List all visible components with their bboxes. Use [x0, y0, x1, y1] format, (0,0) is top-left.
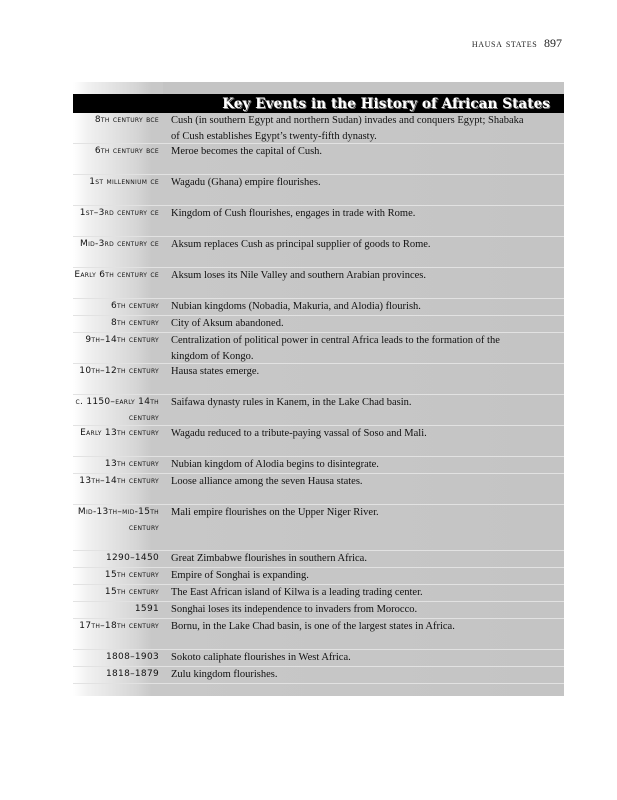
event-description: Hausa states emerge.	[171, 366, 260, 377]
event-date: Early 13th century	[80, 428, 159, 438]
event-description: Centralization of political power in central Africa leads to the formation of the kingdom of Kongo.	[171, 335, 500, 362]
event-description: Saifawa dynasty rules in Kanem, in the Lake Chad basin.	[171, 397, 412, 408]
event-description: Wagadu (Ghana) empire flourishes.	[171, 177, 321, 188]
event-row	[73, 568, 564, 585]
event-date: 1st millennium ce	[89, 177, 159, 187]
event-date: Mid-3rd century ce	[80, 239, 159, 249]
event-description: Nubian kingdom of Alodia begins to disintegrate.	[171, 459, 379, 470]
running-head-section: hausa states	[471, 38, 538, 50]
event-description: Great Zimbabwe flourishes in southern Africa.	[171, 553, 367, 564]
event-row	[73, 667, 564, 684]
event-row	[73, 299, 564, 316]
event-row	[73, 175, 564, 206]
event-date: 15th century	[104, 587, 159, 597]
event-date: 10th–12th century	[79, 366, 159, 376]
page-number: 897	[544, 36, 562, 50]
event-description: City of Aksum abandoned.	[171, 318, 284, 329]
event-date: 13th century	[104, 459, 159, 469]
event-date: 8th century	[110, 318, 159, 328]
event-date: 1818–1879	[105, 669, 159, 679]
event-description: The East African island of Kilwa is a leading trading center.	[171, 587, 423, 598]
event-row	[73, 505, 564, 551]
event-row	[73, 474, 564, 505]
event-row	[73, 364, 564, 395]
event-date: 1591	[134, 604, 159, 614]
event-description: Kingdom of Cush flourishes, engages in trade with Rome.	[171, 208, 416, 219]
event-row	[73, 113, 564, 144]
event-row	[73, 144, 564, 175]
event-date: Early 6th century ce	[74, 270, 159, 280]
event-row	[73, 551, 564, 568]
event-row	[73, 585, 564, 602]
event-description: Cush (in southern Egypt and northern Sudan) invades and conquers Egypt; Shabaka of Cush establishes Egypt’s twenty-fifth dynasty.	[171, 115, 524, 142]
event-row	[73, 316, 564, 333]
event-date: 1290–1450	[105, 553, 159, 563]
event-date: 8th century bce	[94, 115, 159, 125]
event-row	[73, 619, 564, 650]
event-date: 6th century	[110, 301, 159, 311]
event-row	[73, 426, 564, 457]
event-row	[73, 206, 564, 237]
events-table	[73, 113, 564, 684]
event-description: Songhai loses its independence to invaders from Morocco.	[171, 604, 418, 615]
event-description: Aksum loses its Nile Valley and southern Arabian provinces.	[171, 270, 426, 281]
event-date: 9th–14th century	[85, 335, 159, 345]
event-description: Wagadu reduced to a tribute-paying vassal of Soso and Mali.	[171, 428, 427, 439]
event-description: Nubian kingdoms (Nobadia, Makuria, and Alodia) flourish.	[171, 301, 421, 312]
event-row	[73, 457, 564, 474]
running-head	[472, 36, 562, 51]
event-date: 1st–3rd century ce	[79, 208, 159, 218]
event-date: 17th–18th century	[79, 621, 159, 631]
event-description: Meroe becomes the capital of Cush.	[171, 146, 323, 157]
event-row	[73, 602, 564, 619]
event-date: c. 1150–early 14th century	[75, 397, 159, 423]
event-description: Empire of Songhai is expanding.	[171, 570, 309, 581]
sidebar-title: Key Events in the History of African States	[222, 95, 550, 112]
event-description: Aksum replaces Cush as principal supplier of goods to Rome.	[171, 239, 431, 250]
event-row	[73, 395, 564, 426]
event-date: 6th century bce	[94, 146, 159, 156]
event-row	[73, 237, 564, 268]
event-row	[73, 333, 564, 364]
event-description: Mali empire flourishes on the Upper Niger River.	[171, 507, 379, 518]
event-description: Loose alliance among the seven Hausa states.	[171, 476, 363, 487]
event-date: Mid-13th–mid-15th century	[77, 507, 159, 533]
event-date: 13th–14th century	[79, 476, 159, 486]
event-row	[73, 268, 564, 299]
event-date: 15th century	[104, 570, 159, 580]
event-date: 1808–1903	[105, 652, 159, 662]
event-description: Bornu, in the Lake Chad basin, is one of the largest states in Africa.	[171, 621, 455, 632]
event-description: Sokoto caliphate flourishes in West Africa.	[171, 652, 351, 663]
sidebar-title-bar	[73, 94, 564, 113]
event-row	[73, 650, 564, 667]
event-description: Zulu kingdom flourishes.	[171, 669, 278, 680]
sidebar-panel-top	[163, 82, 564, 94]
